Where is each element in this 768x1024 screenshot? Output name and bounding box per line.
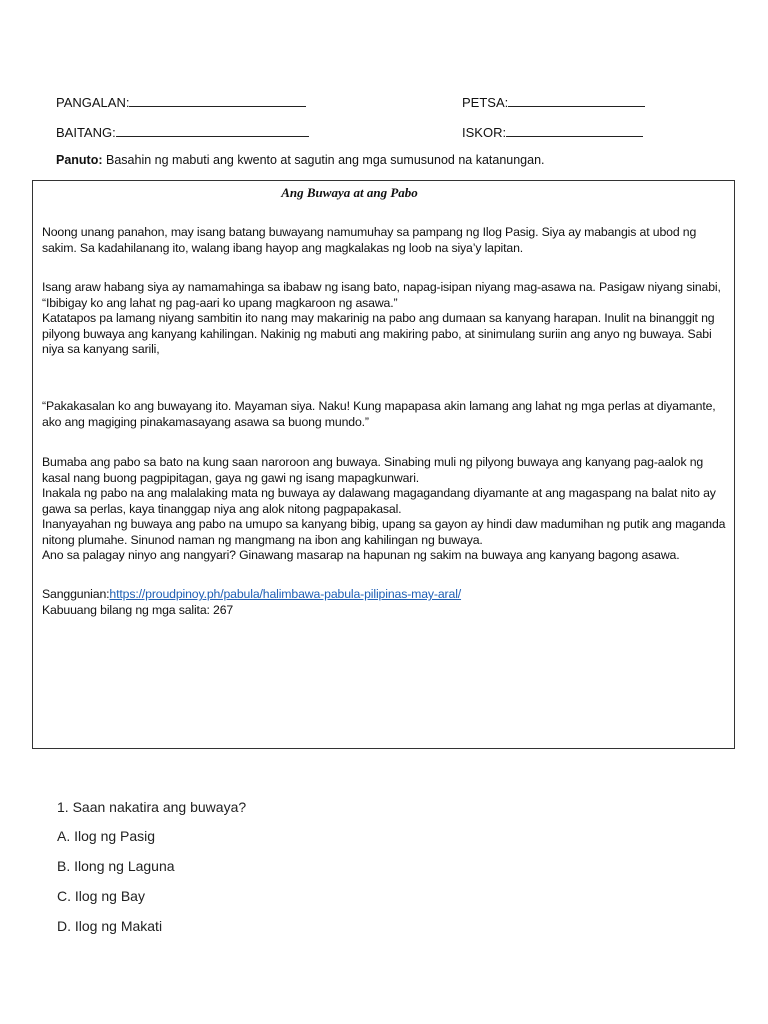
date-field[interactable] (462, 94, 645, 110)
instructions (56, 153, 545, 167)
word-count: Kabuuang bilang ng mga salita: 267 (42, 602, 234, 617)
story-title: Ang Buwaya at ang Pabo (281, 185, 418, 200)
question-text: 1. Saan nakatira ang buwaya? (57, 799, 247, 815)
story-paragraph-4 (42, 455, 728, 564)
source-link[interactable]: https://proudpinoy.ph/pabula/halimbawa-pabula-pilipinas-may-aral/ (109, 587, 462, 601)
paragraph-text: Katatapos pa lamang niyang sambitin ito nang may makarinig na pabo ang dumaan sa kanyang harapan. Inulit na binanggit ng pilyong buwaya ang kanyang kahilingan. Nakinig ng mabuti ang makiring pabo, at sinimulang suriin ang anyo ng buwaya. Sabi niya sa kanyang sarili, (42, 311, 715, 356)
score-blank[interactable] (506, 124, 643, 137)
paragraph-text: Bumaba ang pabo sa bato na kung saan naroroon ang buwaya. Sinabing muli ng pilyong buwaya ang kanyang pag-aalok ng kasal nang buong pagpipitagan, gaya ng gawi ng isang mapagkunwari. (42, 455, 704, 485)
instructions-text: Basahin ng mabuti ang kwento at sagutin ang mga sumusunod na katanungan. (102, 153, 545, 167)
grade-field[interactable] (56, 124, 309, 140)
quote-text: “Pakakasalan ko ang buwayang ito. Mayaman siya. Naku! Kung mapapasa akin lamang ang lahat ng mga perlas at diyamante, ako ang magiging pinakamasayang asawa sa buong mundo.” (42, 399, 716, 429)
option-c[interactable]: C. Ilog ng Bay (57, 888, 145, 904)
story-box (32, 180, 735, 749)
paragraph-text: Ano sa palagay ninyo ang nangyari? Ginawang masarap na hapunan ng sakim na buwaya ang kanyang bagong asawa. (42, 548, 680, 562)
score-label: ISKOR: (462, 125, 507, 140)
source-block (42, 587, 728, 618)
option-d[interactable]: D. Ilog ng Makati (57, 918, 163, 934)
paragraph-text: Inanyayahan ng buwaya ang pabo na umupo sa kanyang bibig, upang sa gayon ay hindi daw madumihan ng putik ang maganda nitong plumahe. Sinunod naman ng mangmang na ibon ang kahilingan ng buwaya. (42, 517, 726, 547)
score-field[interactable] (462, 124, 643, 140)
name-field[interactable] (56, 94, 306, 110)
paragraph-text: Inakala ng pabo na ang malalaking mata ng buwaya ay dalawang magagandang diyamante at ang magaspang na balat nito ay gawa sa perlas, kaya tinanggap niya ang alok nitong pagpapakasal. (42, 486, 716, 516)
date-label: PETSA: (462, 95, 509, 110)
instructions-label: Panuto: (56, 153, 103, 167)
date-blank[interactable] (508, 94, 645, 107)
name-label: PANGALAN: (56, 95, 130, 110)
grade-label: BAITANG: (56, 125, 116, 140)
story-paragraph-3 (42, 399, 728, 430)
name-blank[interactable] (129, 94, 306, 107)
paragraph-text: Noong unang panahon, may isang batang buwayang namumuhay sa pampang ng Ilog Pasig. Siya ay mabangis at ubod ng sakim. Sa kadahilanang ito, walang ibang hayop ang magkalakas ng loob na siya’y lapitan. (42, 225, 697, 255)
source-line (42, 587, 728, 603)
grade-blank[interactable] (116, 124, 309, 137)
source-label: Sanggunian: (42, 587, 110, 601)
option-b[interactable]: B. Ilong ng Laguna (57, 858, 175, 874)
story-paragraph-2 (42, 280, 728, 358)
story-paragraph-1 (42, 225, 728, 256)
paragraph-text: Isang araw habang siya ay namamahinga sa ibabaw ng isang bato, napag-isipan niyang mag-asawa na. Pasigaw niyang sinabi, (42, 280, 721, 294)
option-a[interactable]: A. Ilog ng Pasig (57, 828, 156, 844)
quote-text: “Ibibigay ko ang lahat ng pag-aari ko upang magkaroon ng asawa.” (42, 295, 398, 310)
